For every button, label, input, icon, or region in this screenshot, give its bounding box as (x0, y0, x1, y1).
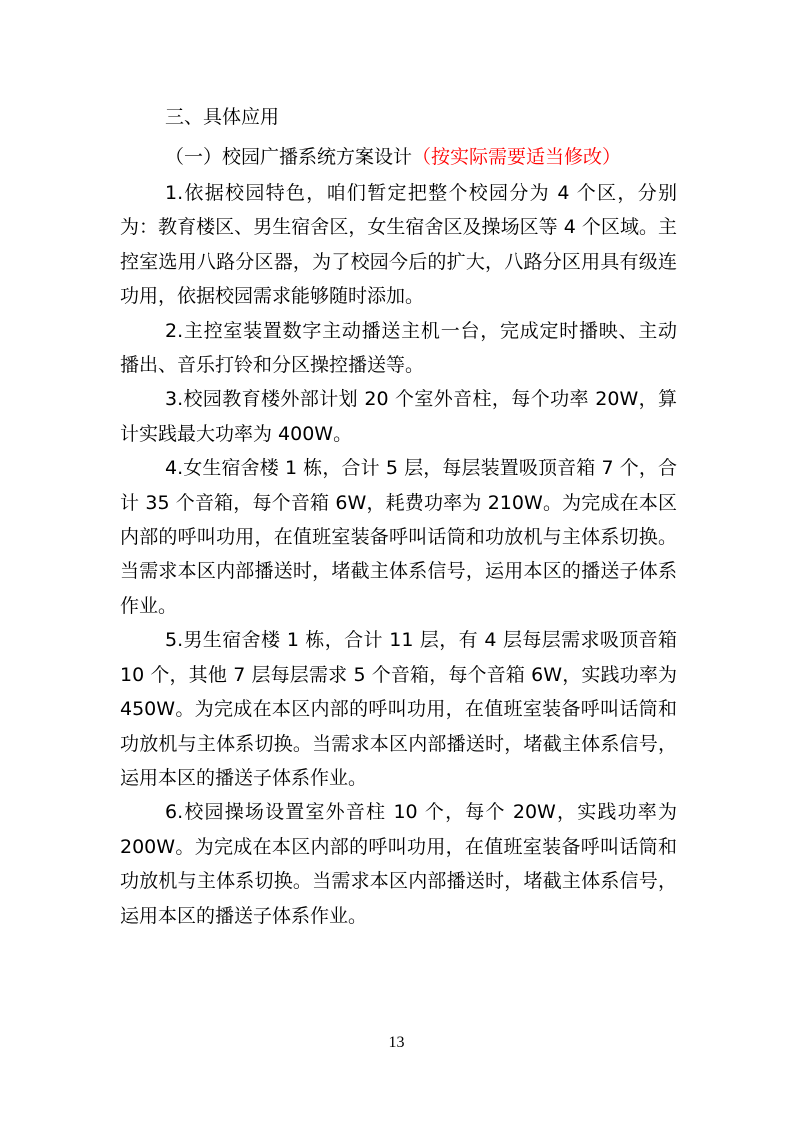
subsection-note: （按实际需要适当修改） (412, 146, 622, 168)
body-text (120, 176, 677, 933)
section-heading: 三、具体应用 (165, 106, 280, 128)
page-number: 13 (388, 1034, 405, 1051)
paragraph-6: 6.校园操场设置室外音柱 10 个，每个 20W，实践功率为 200W。为完成在本区内部的呼叫功用，在值班室装备呼叫话筒和功放机与主体系切换。当需求本区内部播送时，堵截主体系信号，运用本区的播送子体系作业。 (120, 801, 677, 927)
paragraph-5: 5.男生宿舍楼 1 栋，合计 11 层，有 4 层每层需求吸顶音箱 10 个，其他 7 层每层需求 5 个音箱，每个音箱 6W，实践功率为 450W。为完成在本区内部的呼叫功用，在值班室装备呼叫话筒和功放机与主体系切换。当需求本区内部播送时，堵截主体系信号，运用本区的播送子体系作业。 (120, 629, 677, 789)
paragraph-2: 2.主控室装置数字主动播送主机一台，完成定时播映、主动播出、音乐打铃和分区操控播送等。 (120, 319, 677, 377)
subsection-heading (165, 144, 621, 170)
paragraph-4: 4.女生宿舍楼 1 栋，合计 5 层，每层装置吸顶音箱 7 个，合计 35 个音箱，每个音箱 6W，耗费功率为 210W。为完成在本区内部的呼叫功用，在值班室装备呼叫话筒和功放机与主体系切换。当需求本区内部播送时，堵截主体系信号，运用本区的播送子体系作业。 (120, 457, 677, 617)
paragraph-3: 3.校园教育楼外部计划 20 个室外音柱，每个功率 20W，算计实践最大功率为 400W。 (120, 388, 677, 445)
subsection-title: （一）校园广播系统方案设计 (165, 146, 413, 168)
paragraph-1: 1.依据校园特色，咱们暂定把整个校园分为 4 个区，分别为：教育楼区、男生宿舍区，女生宿舍区及操场区等 4 个区域。主控室选用八路分区器，为了校园今后的扩大，八路分区用具有级连功用，依据校园需求能够随时添加。 (120, 182, 677, 308)
